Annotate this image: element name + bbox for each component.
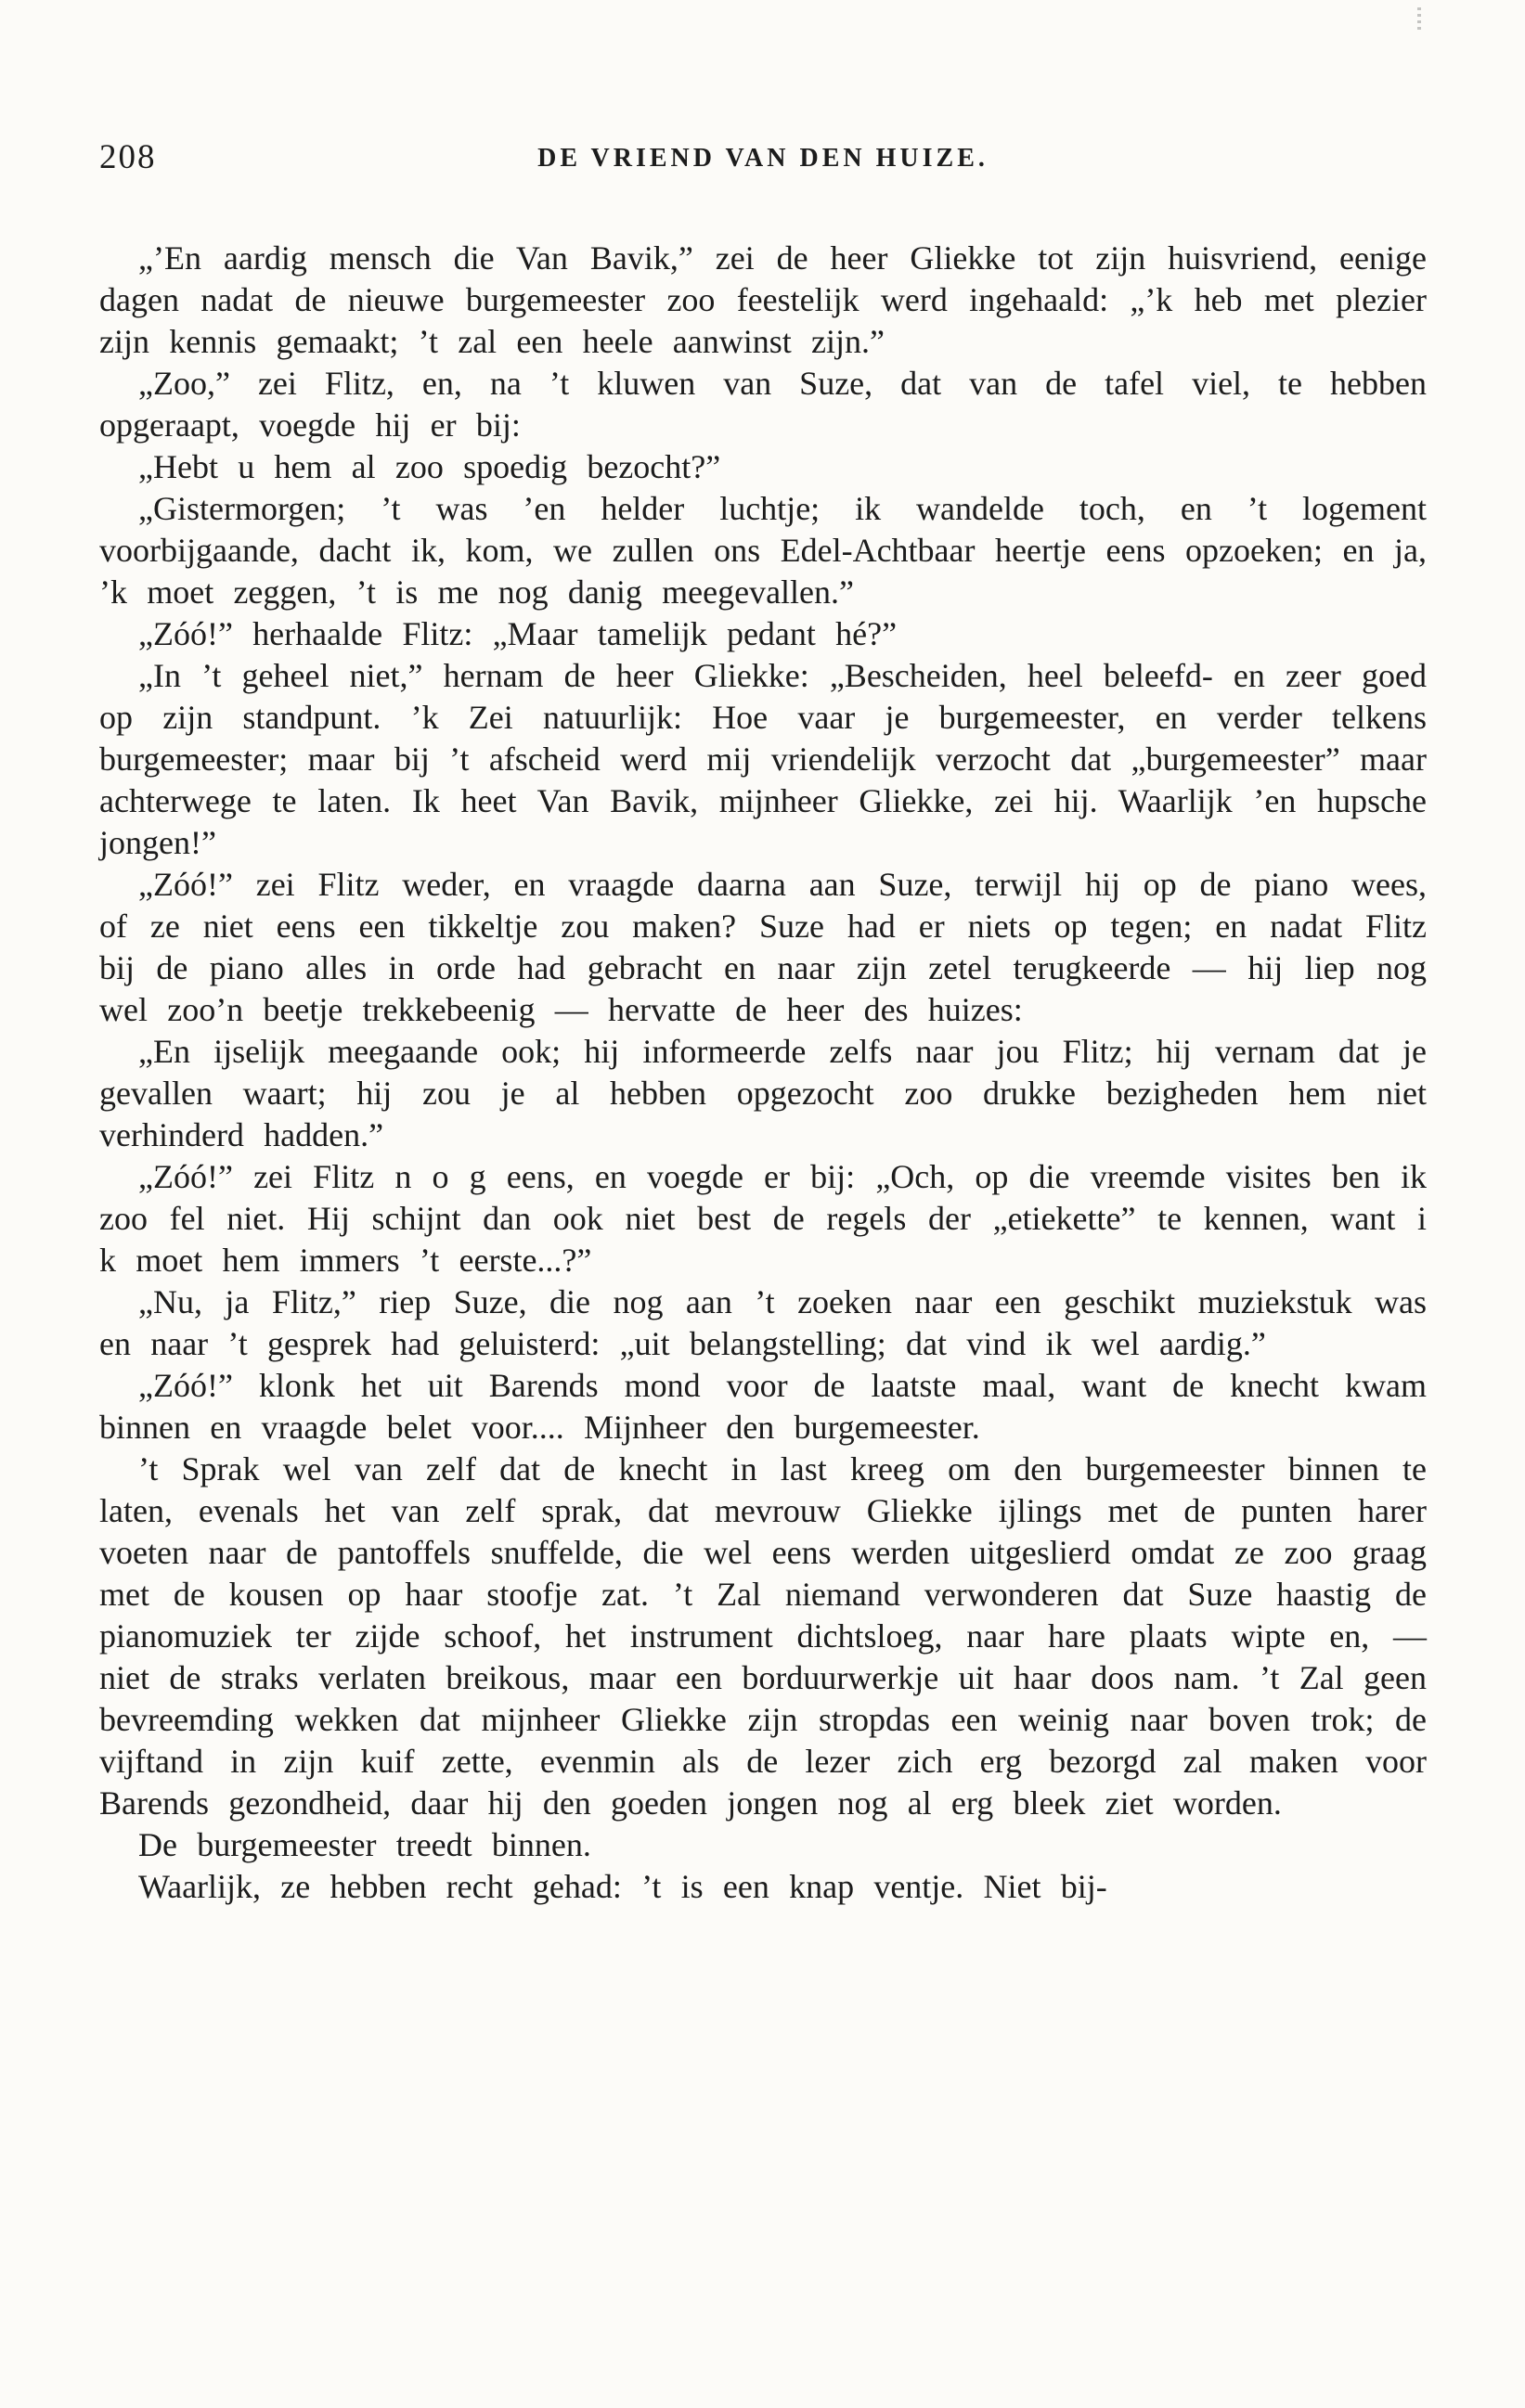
paragraph: De burgemeester treedt binnen. [138,1826,591,1863]
page-header [99,137,1427,184]
paragraph: „Zóó!” zei Flitz n o g eens, en voegde er bij: „Och, op die vreemde visites ben ik zoo fel niet. Hij schijnt dan ook niet best de regels der „etiekette” te kennen, want i k moet hem immers ’t eerste...?” [99,1158,1427,1279]
page-number: 208 [99,138,157,176]
paragraph: ’t Sprak wel van zelf dat de knecht in last kreeg om den burgemeester binnen te laten, evenals het van zelf sprak, dat mevrouw Gliekke ijlings met de punten harer voeten naar de pantoffels snuffelde, die wel eens werden uitgeslierd omdat ze zoo graag met de kousen op haar stoofje zat. ’t Zal niemand verwonderen dat Suze haastig de pianomuziek ter zijde schoof, het instrument dichtsloeg, naar hare plaats wipte en, — niet de straks verlaten breikous, maar een borduurwerkje uit haar doos nam. ’t Zal geen bevreemding wekken dat mijnheer Gliekke zijn stropdas een weinig naar boven trok; de vijftand in zijn kuif zette, evenmin als de lezer zich erg bezorgd zal maken voor Barends gezondheid, daar hij den goeden jongen nog al erg bleek ziet worden. [99,1450,1427,1822]
paragraph: „’En aardig mensch die Van Bavik,” zei de heer Gliekke tot zijn huisvriend, eenige dagen nadat de nieuwe burgemeester zoo feestelijk werd ingehaald: „’k heb met plezier zijn kennis gemaakt; ’t zal een heele aanwinst zijn.” [99,239,1427,360]
paragraph: „Zóó!” herhaalde Flitz: „Maar tamelijk pedant hé?” [138,615,898,652]
paragraph: „Zóó!” zei Flitz weder, en vraagde daarna aan Suze, terwijl hij op de piano wees, of ze niet eens een tikkeltje zou maken? Suze had er niets op tegen; en nadat Flitz bij de piano alles in orde had gebracht en naar zijn zetel terugkeerde — hij liep nog wel zoo’n beetje trekkebeenig — hervatte de heer des huizes: [99,866,1427,1028]
paragraph: Waarlijk, ze hebben recht gehad: ’t is een knap ventje. Niet bij- [138,1868,1107,1905]
paragraph: „Zoo,” zei Flitz, en, na ’t kluwen van Suze, dat van de tafel viel, te hebben opgeraapt, voegde hij er bij: [99,365,1427,444]
page-body [99,238,1427,1908]
paragraph: „Gistermorgen; ’t was ’en helder luchtje; ik wandelde toch, en ’t logement voorbijgaande, dacht ik, kom, we zullen ons Edel-Achtbaar heertje eens opzoeken; en ja, ’k moet zeggen, ’t is me nog danig meegevallen.” [99,490,1427,611]
paragraph: „Zóó!” klonk het uit Barends mond voor de laatste maal, want de knecht kwam binnen en vraagde belet voor.... Mijnheer den burgemeester. [99,1367,1427,1446]
paragraph: „Nu, ja Flitz,” riep Suze, die nog aan ’t zoeken naar een geschikt muziekstuk was en naar ’t gesprek had geluisterd: „uit belangstelling; dat vind ik wel aardig.” [99,1283,1427,1362]
paragraph: „In ’t geheel niet,” hernam de heer Gliekke: „Bescheiden, heel beleefd- en zeer goed op zijn standpunt. ’k Zei natuurlijk: Hoe vaar je burgemeester, en verder telkens burgemeester; maar bij ’t afscheid werd mij vriendelijk verzocht dat „burgemeester” maar achterwege te laten. Ik heet Van Bavik, mijnheer Gliekke, zei hij. Waarlijk ’en hupsche jongen!” [99,657,1427,861]
running-title: DE VRIEND VAN DEN HUIZE. [537,144,989,173]
scan-speck [1417,7,1421,32]
paragraph: „En ijselijk meegaande ook; hij informeerde zelfs naar jou Flitz; hij vernam dat je gevallen waart; hij zou je al hebben opgezocht zoo drukke bezigheden hem niet verhinderd hadden.” [99,1033,1427,1153]
paragraph: „Hebt u hem al zoo spoedig bezocht?” [138,448,721,485]
